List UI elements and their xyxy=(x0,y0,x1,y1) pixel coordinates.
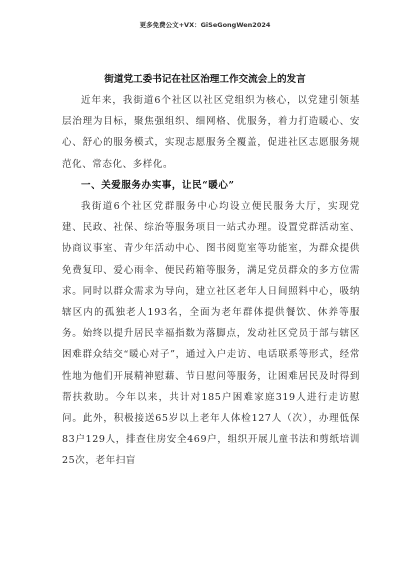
document-title: 街道党工委书记在社区治理工作交流会上的发言 xyxy=(104,74,306,85)
header-note: 更多免费公文+VX：GiSeGongWen2024 xyxy=(139,21,271,29)
intro-paragraph: 近年来，我街道6个社区以社区党组织为核心，以党建引领基层治理为目标，聚焦强组织、细网格、优服务，着力打造暖心、安心、舒心的服务模式，实现志愿服务全覆盖，促进社区志愿服务规范化、常态化、多样化。 xyxy=(62,95,360,170)
document-body xyxy=(62,90,360,472)
section-heading: 一、关爱服务办实事，让民“暖心” xyxy=(81,179,235,191)
body-paragraph: 我街道6个社区党群服务中心均设立便民服务大厅，实现党建、民政、社保、综治等服务项目一站式办理。设置党群活动室、协商议事室、青少年活动中心、图书阅览室等功能室，为群众提供免费复印、爱心雨伞、便民药箱等服务，满足党员群众的多方位需求。同时以群众需求为导向，建立社区老年人日间照料中心，吸纳辖区内的孤独老人193名，全面为老年群体提供餐饮、休养等服务。始终以提升居民幸福指数为落脚点，发动社区党员于部与辖区困难群众结交“暖心对子”，通过入户走访、电话联系等形式，经常性地为他们开展精神慰藉、节日慰问等服务，让困难居民及时得到帮扶救助。今年以来，共计对185户困难家庭319人进行走访慰问。此外，积极接送65岁以上老年人体检127人（次），办理低保83户129人，排查住房安全469户，组织开展儿童书法和剪纸培训25次，老年扫盲 xyxy=(62,201,360,467)
